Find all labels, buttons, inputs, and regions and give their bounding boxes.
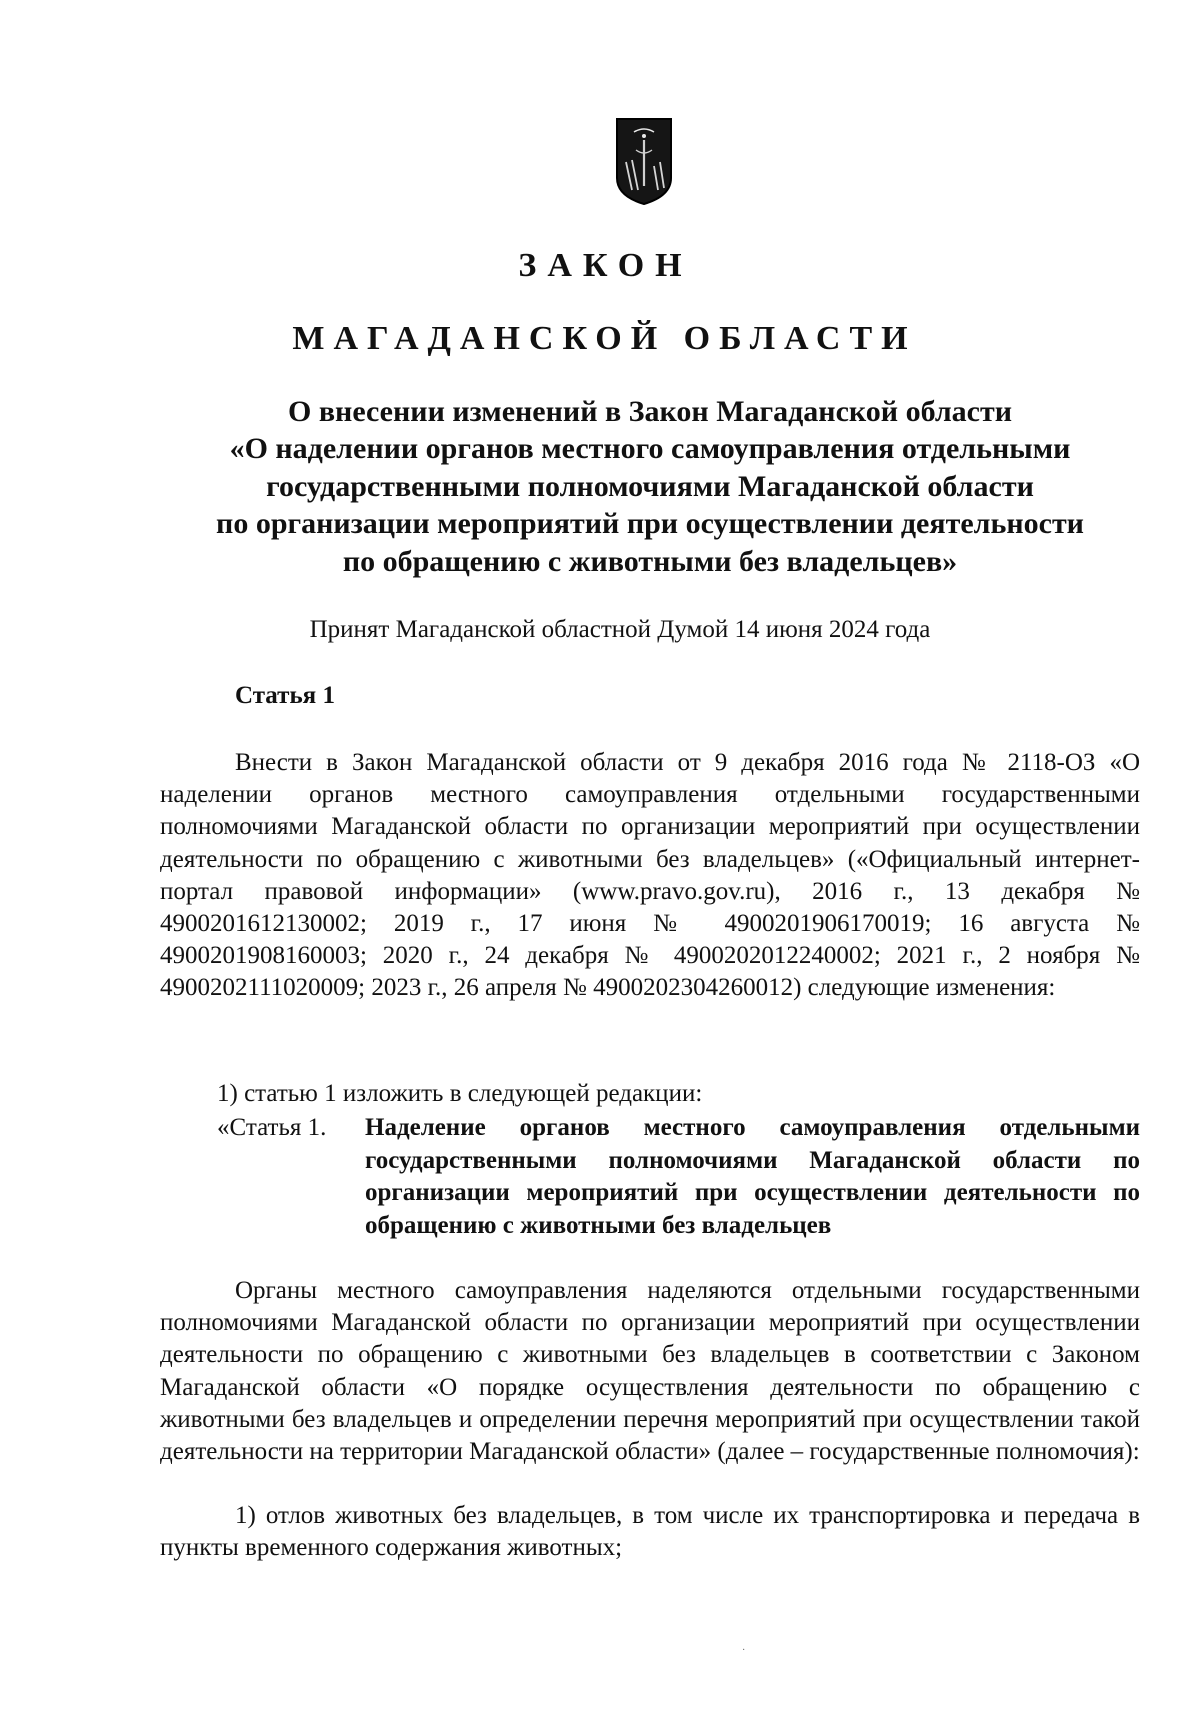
coat-of-arms-icon — [614, 116, 674, 206]
quoted-article-number: «Статья 1. — [217, 1114, 327, 1141]
amendment-intro-paragraph: Внести в Закон Магаданской области от 9 декабря 2016 года № 2118-ОЗ «О наделении органов местного самоуправления отдельными государственными полномочиями Магаданской области по организации мероприятий при осуществлении деятельности по обращению с животными без владельцев» («Официальный интернет-портал правовой информации» (www.pravo.gov.ru), 2016 г., 13 декабря № 4900201612130002; 2019 г., 17 июня № 4900201906170019; 16 августа № 4900201908160003; 2020 г., 24 декабря № 4900202012240002; 2021 г., 2 ноября № 4900202111020009; 2023 г., 26 апреля № 4900202304260012) следующие изменения: — [160, 749, 1140, 1002]
scan-speck: · — [742, 1645, 746, 1656]
body-paragraph: Органы местного самоуправления наделяются отдельными государственными полномочиями Магаданской области по организации мероприятий при осуществлении деятельности по обращению с животными без владельцев в соответствии с Законом Магаданской области «О порядке осуществления деятельности по обращению с животными без владельцев и определении перечня мероприятий при осуществлении такой деятельности на территории Магаданской области» (далее – государственные полномочия): — [160, 1277, 1140, 1466]
law-title-line: по организации мероприятий при осуществлении деятельности — [216, 507, 1084, 541]
quoted-article-title: Наделение органов местного самоуправления отдельными государственными полномочиями Магаданской области по организации мероприятий при осуществлении деятельности по обращению с животными без владельцев — [365, 1114, 1140, 1239]
law-title — [150, 393, 1150, 580]
amendment-item-1: 1) статью 1 изложить в следующей редакции: — [217, 1080, 703, 1107]
law-title-line: «О наделении органов местного самоуправления отдельными — [229, 432, 1071, 466]
law-title-line: О внесении изменений в Закон Магаданской области — [288, 395, 1012, 428]
law-title-line: государственными полномочиями Магаданской области — [266, 469, 1034, 503]
region-heading: МАГАДАНСКОЙ ОБЛАСТИ — [292, 320, 917, 357]
document-type-heading: ЗАКОН — [518, 247, 693, 284]
law-title-line: по обращению с животными без владельцев» — [342, 544, 958, 578]
sub-item-1: 1) отлов животных без владельцев, в том числе их транспортировка и передача в пункты временного содержания животных; — [160, 1502, 1140, 1562]
article-heading: Статья 1 — [235, 682, 335, 709]
adoption-note: Принят Магаданской областной Думой 14 июня 2024 года — [309, 616, 931, 643]
